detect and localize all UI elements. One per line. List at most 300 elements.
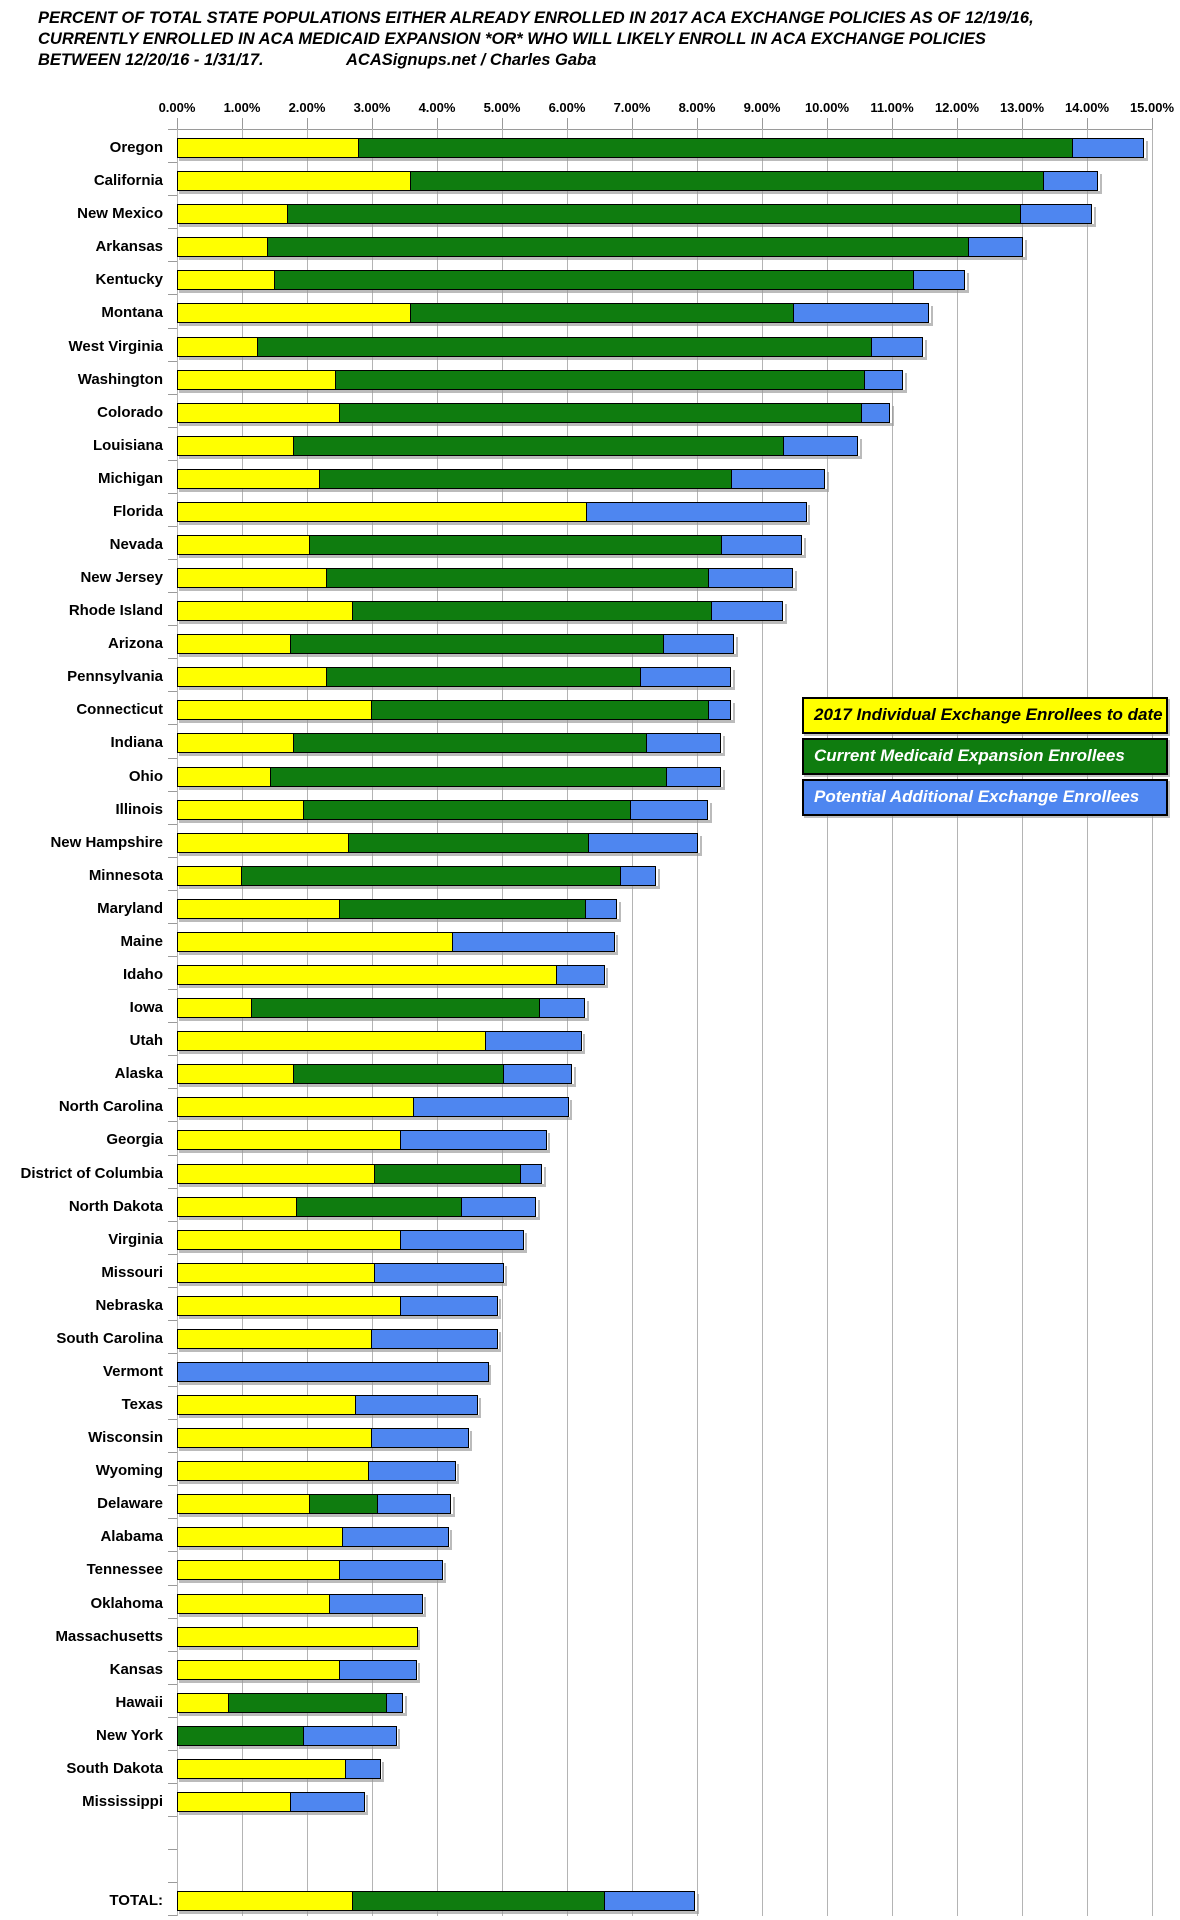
bar-segment-exchange (177, 866, 242, 886)
row-tick-52 (168, 1849, 177, 1850)
bar-segment-medicaid (274, 270, 914, 290)
state-bar (177, 601, 785, 621)
row-label: North Dakota (68, 1197, 163, 1215)
gridline-5 (502, 129, 503, 1916)
bar-segment-potential (371, 1428, 469, 1448)
state-bar (177, 1560, 444, 1580)
bar-segment-potential (400, 1230, 524, 1250)
total-bar (177, 1891, 697, 1911)
row-tick-12 (168, 526, 177, 527)
state-bar (177, 502, 808, 522)
bar-segment-medicaid (251, 998, 540, 1018)
row-tick-31 (168, 1155, 177, 1156)
row-tick-54 (168, 1915, 177, 1916)
axis-tick-12 (957, 118, 958, 129)
row-label: Alaska (114, 1065, 163, 1083)
axis-label-0: 0.00% (158, 100, 196, 115)
row-label: California (93, 172, 163, 190)
row-tick-45 (168, 1618, 177, 1619)
row-tick-11 (168, 493, 177, 494)
bar-segment-exchange (177, 733, 294, 753)
bar-segment-potential (290, 1792, 365, 1812)
bar-segment-medicaid (339, 403, 862, 423)
row-label: Vermont (102, 1363, 163, 1380)
axis-label-5: 5.00% (483, 100, 521, 115)
axis-tick-2 (307, 118, 308, 129)
bar-segment-exchange (177, 568, 327, 588)
state-bar (177, 1428, 470, 1448)
chart-title-date-range: BETWEEN 12/20/16 - 1/31/17. (38, 51, 264, 69)
row-tick-15 (168, 625, 177, 626)
bar-segment-potential (368, 1461, 456, 1481)
axis-label-14: 14.00% (1064, 100, 1110, 115)
bar-segment-exchange (177, 1693, 229, 1713)
row-tick-6 (168, 328, 177, 329)
row-tick-28 (168, 1055, 177, 1056)
row-tick-46 (168, 1651, 177, 1652)
row-tick-17 (168, 691, 177, 692)
bar-segment-potential (864, 370, 903, 390)
bar-segment-exchange (177, 1395, 356, 1415)
row-label: New Mexico (77, 205, 163, 223)
bar-segment-potential (871, 337, 923, 357)
row-label: Connecticut (76, 701, 163, 719)
gridline-4 (437, 129, 438, 1916)
bar-segment-potential (520, 1164, 543, 1184)
axis-tick-6 (567, 118, 568, 129)
state-bar (177, 270, 967, 290)
gridline-10 (827, 129, 828, 1916)
bar-segment-potential (913, 270, 965, 290)
state-bar (177, 1296, 499, 1316)
row-tick-7 (168, 361, 177, 362)
bar-segment-exchange (177, 1660, 340, 1680)
state-bar (177, 1395, 479, 1415)
bar-segment-potential (586, 502, 807, 522)
row-label: New York (96, 1726, 163, 1744)
axis-tick-13 (1022, 118, 1023, 129)
bar-segment-potential (539, 998, 585, 1018)
axis-tick-0 (177, 118, 178, 129)
axis-label-13: 13.00% (999, 100, 1045, 115)
bar-segment-medicaid (270, 767, 667, 787)
bar-segment-potential (630, 800, 708, 820)
chart-title-line2: CURRENTLY ENROLLED IN ACA MEDICAID EXPANSION *OR* WHO WILL LIKELY ENROLL IN ACA EXCHANGE POLICIES (38, 30, 986, 48)
bar-segment-potential (177, 1362, 489, 1382)
gridline-1 (242, 129, 243, 1916)
bar-segment-exchange (177, 667, 327, 687)
bar-segment-medicaid (352, 601, 713, 621)
bar-segment-potential (339, 1560, 443, 1580)
bar-segment-potential (503, 1064, 571, 1084)
row-tick-3 (168, 228, 177, 229)
axis-label-7: 7.00% (613, 100, 651, 115)
axis-tick-14 (1087, 118, 1088, 129)
row-label: Colorado (97, 403, 163, 421)
chart-legend (802, 697, 1168, 820)
row-tick-2 (168, 195, 177, 196)
bar-segment-potential (604, 1891, 695, 1911)
state-bar (177, 932, 616, 952)
state-bar (177, 1263, 505, 1283)
bar-segment-exchange (177, 1031, 486, 1051)
row-label: West Virginia (68, 337, 163, 355)
chart-title (38, 8, 1034, 71)
bar-segment-exchange (177, 1428, 372, 1448)
row-tick-10 (168, 460, 177, 461)
bar-segment-potential (339, 1660, 417, 1680)
bar-segment-exchange (177, 1759, 346, 1779)
state-bar (177, 303, 931, 323)
row-label: Missouri (101, 1263, 163, 1281)
bar-segment-potential (1020, 204, 1092, 224)
row-label: Idaho (123, 966, 163, 983)
bar-segment-medicaid (319, 469, 732, 489)
bar-segment-potential (342, 1527, 449, 1547)
state-bar (177, 767, 723, 787)
bar-segment-exchange (177, 535, 310, 555)
bar-segment-medicaid (293, 436, 784, 456)
row-label: Wisconsin (88, 1429, 163, 1447)
state-bar (177, 866, 658, 886)
row-tick-18 (168, 724, 177, 725)
bar-segment-medicaid (287, 204, 1022, 224)
state-bar (177, 403, 892, 423)
row-label: Massachusetts (55, 1627, 163, 1645)
bar-segment-exchange (177, 1064, 294, 1084)
axis-tick-8 (697, 118, 698, 129)
bar-segment-exchange (177, 337, 258, 357)
bar-segment-potential (377, 1494, 452, 1514)
axis-label-10: 10.00% (804, 100, 850, 115)
row-tick-44 (168, 1585, 177, 1586)
row-label: Maine (120, 932, 163, 950)
bar-segment-potential (708, 568, 793, 588)
chart-title-line3 (38, 50, 1034, 71)
row-tick-48 (168, 1717, 177, 1718)
row-label: Nebraska (95, 1296, 163, 1314)
legend-item-potential (802, 779, 1168, 816)
bar-segment-potential (666, 767, 721, 787)
state-bar (177, 1461, 457, 1481)
bar-segment-exchange (177, 1263, 375, 1283)
row-tick-13 (168, 559, 177, 560)
state-bar (177, 1064, 574, 1084)
axis-tick-7 (632, 118, 633, 129)
row-label: South Dakota (66, 1759, 163, 1777)
bar-segment-medicaid (303, 800, 631, 820)
legend-item-medicaid (802, 738, 1168, 775)
bar-segment-medicaid (326, 667, 641, 687)
bar-segment-exchange (177, 1560, 340, 1580)
row-tick-39 (168, 1419, 177, 1420)
axis-tick-1 (242, 118, 243, 129)
bar-segment-medicaid (293, 733, 647, 753)
row-tick-37 (168, 1353, 177, 1354)
gridline-8 (697, 129, 698, 1916)
bar-segment-exchange (177, 965, 557, 985)
state-bar (177, 568, 795, 588)
row-label: Illinois (115, 800, 163, 818)
bar-segment-exchange (177, 436, 294, 456)
row-tick-30 (168, 1121, 177, 1122)
row-label: Arkansas (95, 238, 163, 256)
bar-segment-exchange (177, 1329, 372, 1349)
axis-label-4: 4.00% (418, 100, 456, 115)
bar-segment-potential (588, 833, 699, 853)
bar-segment-medicaid (352, 1891, 606, 1911)
bar-segment-exchange (177, 767, 271, 787)
bar-segment-medicaid (296, 1197, 462, 1217)
gridline-13 (1022, 129, 1023, 1916)
row-label: Mississippi (82, 1793, 163, 1810)
axis-label-15: 15.00% (1129, 100, 1175, 115)
row-label: Iowa (129, 999, 163, 1017)
legend-item-exchange (802, 697, 1168, 734)
row-label: New Jersey (80, 569, 163, 586)
state-bar (177, 337, 925, 357)
row-label: South Carolina (56, 1329, 163, 1347)
bar-segment-potential (355, 1395, 479, 1415)
bar-segment-exchange (177, 998, 252, 1018)
state-bar (177, 998, 587, 1018)
row-label: Rhode Island (68, 602, 163, 620)
row-tick-53 (168, 1882, 177, 1883)
bar-segment-medicaid (293, 1064, 504, 1084)
row-tick-23 (168, 890, 177, 891)
row-tick-47 (168, 1684, 177, 1685)
legend-item-medicaid-label: Current Medicaid Expansion Enrollees (814, 746, 1125, 765)
bar-segment-medicaid (267, 237, 969, 257)
bar-segment-medicaid (339, 899, 586, 919)
bar-segment-potential (303, 1726, 397, 1746)
row-tick-43 (168, 1551, 177, 1552)
row-tick-32 (168, 1188, 177, 1189)
state-bar (177, 667, 733, 687)
axis-tick-5 (502, 118, 503, 129)
bar-segment-potential (485, 1031, 583, 1051)
bar-segment-potential (708, 700, 731, 720)
row-label: Utah (129, 1032, 163, 1050)
state-bar (177, 1362, 489, 1382)
bar-segment-exchange (177, 1494, 310, 1514)
bar-segment-exchange (177, 1197, 297, 1217)
row-tick-25 (168, 956, 177, 957)
bar-segment-medicaid (257, 337, 871, 357)
state-bar (177, 833, 700, 853)
row-tick-24 (168, 923, 177, 924)
row-tick-5 (168, 294, 177, 295)
bar-segment-exchange (177, 1461, 369, 1481)
row-label: North Carolina (58, 1098, 163, 1116)
bar-segment-potential (620, 866, 656, 886)
row-label: Minnesota (88, 866, 163, 884)
bar-segment-potential (783, 436, 858, 456)
bar-segment-potential (386, 1693, 402, 1713)
axis-tick-9 (762, 118, 763, 129)
state-bar (177, 1627, 418, 1647)
state-bar (177, 1130, 548, 1150)
row-label: Oregon (109, 139, 163, 156)
gridline-6 (567, 129, 568, 1916)
row-label: Georgia (106, 1131, 163, 1149)
axis-label-2: 2.00% (288, 100, 326, 115)
bar-segment-exchange (177, 1792, 291, 1812)
gridline-2 (307, 129, 308, 1916)
row-tick-51 (168, 1816, 177, 1817)
row-label: Indiana (110, 734, 163, 752)
bar-segment-exchange (177, 237, 268, 257)
bar-segment-exchange (177, 833, 349, 853)
gridline-12 (957, 129, 958, 1916)
bar-segment-exchange (177, 138, 359, 158)
bar-segment-exchange (177, 601, 353, 621)
row-label: District of Columbia (20, 1164, 163, 1182)
state-bar (177, 1197, 538, 1217)
row-tick-26 (168, 989, 177, 990)
bar-segment-medicaid (241, 866, 621, 886)
bar-segment-medicaid (410, 303, 794, 323)
row-label: New Hampshire (50, 833, 163, 851)
bar-segment-exchange (177, 1097, 414, 1117)
plot-top-border (177, 129, 1153, 130)
axis-tick-10 (827, 118, 828, 129)
row-label: Nevada (109, 536, 163, 553)
bar-segment-exchange (177, 700, 372, 720)
bar-segment-potential (413, 1097, 569, 1117)
row-label: Ohio (128, 767, 163, 785)
row-label: Texas (121, 1396, 163, 1413)
row-tick-33 (168, 1221, 177, 1222)
bar-segment-medicaid (371, 700, 709, 720)
gridline-7 (632, 129, 633, 1916)
state-bar (177, 1329, 499, 1349)
axis-tick-4 (437, 118, 438, 129)
bar-segment-medicaid (358, 138, 1073, 158)
row-label: Oklahoma (90, 1594, 163, 1612)
bar-segment-potential (968, 237, 1023, 257)
state-bar (177, 1230, 525, 1250)
state-bar (177, 1726, 398, 1746)
state-bar (177, 237, 1025, 257)
state-bar (177, 204, 1094, 224)
row-label: Kansas (109, 1660, 163, 1678)
total-row-label: TOTAL: (109, 1892, 163, 1910)
bar-segment-potential (556, 965, 605, 985)
bar-segment-exchange (177, 800, 304, 820)
bar-segment-exchange (177, 1296, 401, 1316)
row-label: Michigan (97, 469, 163, 487)
state-bar (177, 469, 827, 489)
bar-segment-medicaid (290, 634, 664, 654)
state-bar (177, 1164, 544, 1184)
bar-segment-potential (640, 667, 731, 687)
bar-segment-medicaid (228, 1693, 387, 1713)
bar-segment-potential (731, 469, 825, 489)
gridline-15 (1152, 129, 1153, 1916)
row-tick-9 (168, 427, 177, 428)
row-tick-27 (168, 1022, 177, 1023)
row-tick-35 (168, 1287, 177, 1288)
row-label: Alabama (100, 1528, 163, 1546)
row-label: Arizona (107, 635, 163, 653)
bar-segment-exchange (177, 1130, 401, 1150)
state-bar (177, 800, 710, 820)
bar-segment-potential (452, 932, 615, 952)
state-bar (177, 1759, 382, 1779)
bar-segment-medicaid (410, 171, 1044, 191)
state-bar (177, 535, 804, 555)
state-bar (177, 1527, 450, 1547)
bar-segment-exchange (177, 370, 336, 390)
bar-segment-medicaid (326, 568, 710, 588)
bar-segment-potential (1072, 138, 1144, 158)
bar-segment-exchange (177, 1594, 330, 1614)
row-tick-16 (168, 658, 177, 659)
state-bar (177, 733, 723, 753)
bar-segment-exchange (177, 469, 320, 489)
row-tick-0 (168, 129, 177, 130)
bar-segment-exchange (177, 204, 288, 224)
axis-label-3: 3.00% (353, 100, 391, 115)
chart-attribution: ACASignups.net / Charles Gaba (346, 51, 597, 69)
bar-segment-exchange (177, 270, 275, 290)
axis-label-8: 8.00% (678, 100, 716, 115)
legend-item-exchange-label: 2017 Individual Exchange Enrollees to date (814, 705, 1163, 724)
bar-segment-potential (646, 733, 721, 753)
row-tick-19 (168, 758, 177, 759)
gridline-3 (372, 129, 373, 1916)
bar-segment-exchange (177, 1527, 343, 1547)
bar-segment-potential (711, 601, 783, 621)
row-tick-42 (168, 1518, 177, 1519)
gridline-0 (177, 129, 178, 1916)
bar-segment-exchange (177, 171, 411, 191)
bar-segment-potential (861, 403, 890, 423)
bar-segment-medicaid (177, 1726, 304, 1746)
state-bar (177, 634, 736, 654)
bar-segment-exchange (177, 403, 340, 423)
state-bar (177, 1792, 366, 1812)
bar-segment-potential (721, 535, 802, 555)
gridline-11 (892, 129, 893, 1916)
row-tick-1 (168, 162, 177, 163)
row-label: Louisiana (92, 436, 163, 454)
bar-segment-exchange (177, 502, 587, 522)
state-bar (177, 1594, 424, 1614)
row-label: Pennsylvania (67, 668, 163, 686)
bar-segment-medicaid (374, 1164, 520, 1184)
state-bar (177, 1494, 453, 1514)
row-tick-36 (168, 1320, 177, 1321)
state-bar (177, 171, 1100, 191)
gridline-14 (1087, 129, 1088, 1916)
bar-segment-medicaid (348, 833, 589, 853)
bar-segment-medicaid (309, 1494, 377, 1514)
bar-segment-exchange (177, 1230, 401, 1250)
bar-segment-exchange (177, 932, 453, 952)
state-bar (177, 899, 619, 919)
row-tick-22 (168, 857, 177, 858)
row-label: Hawaii (115, 1693, 163, 1711)
row-tick-49 (168, 1750, 177, 1751)
row-label: Washington (77, 370, 163, 388)
bar-segment-potential (329, 1594, 423, 1614)
bar-segment-potential (400, 1296, 498, 1316)
bar-segment-potential (345, 1759, 381, 1779)
row-tick-34 (168, 1254, 177, 1255)
axis-label-9: 9.00% (743, 100, 781, 115)
